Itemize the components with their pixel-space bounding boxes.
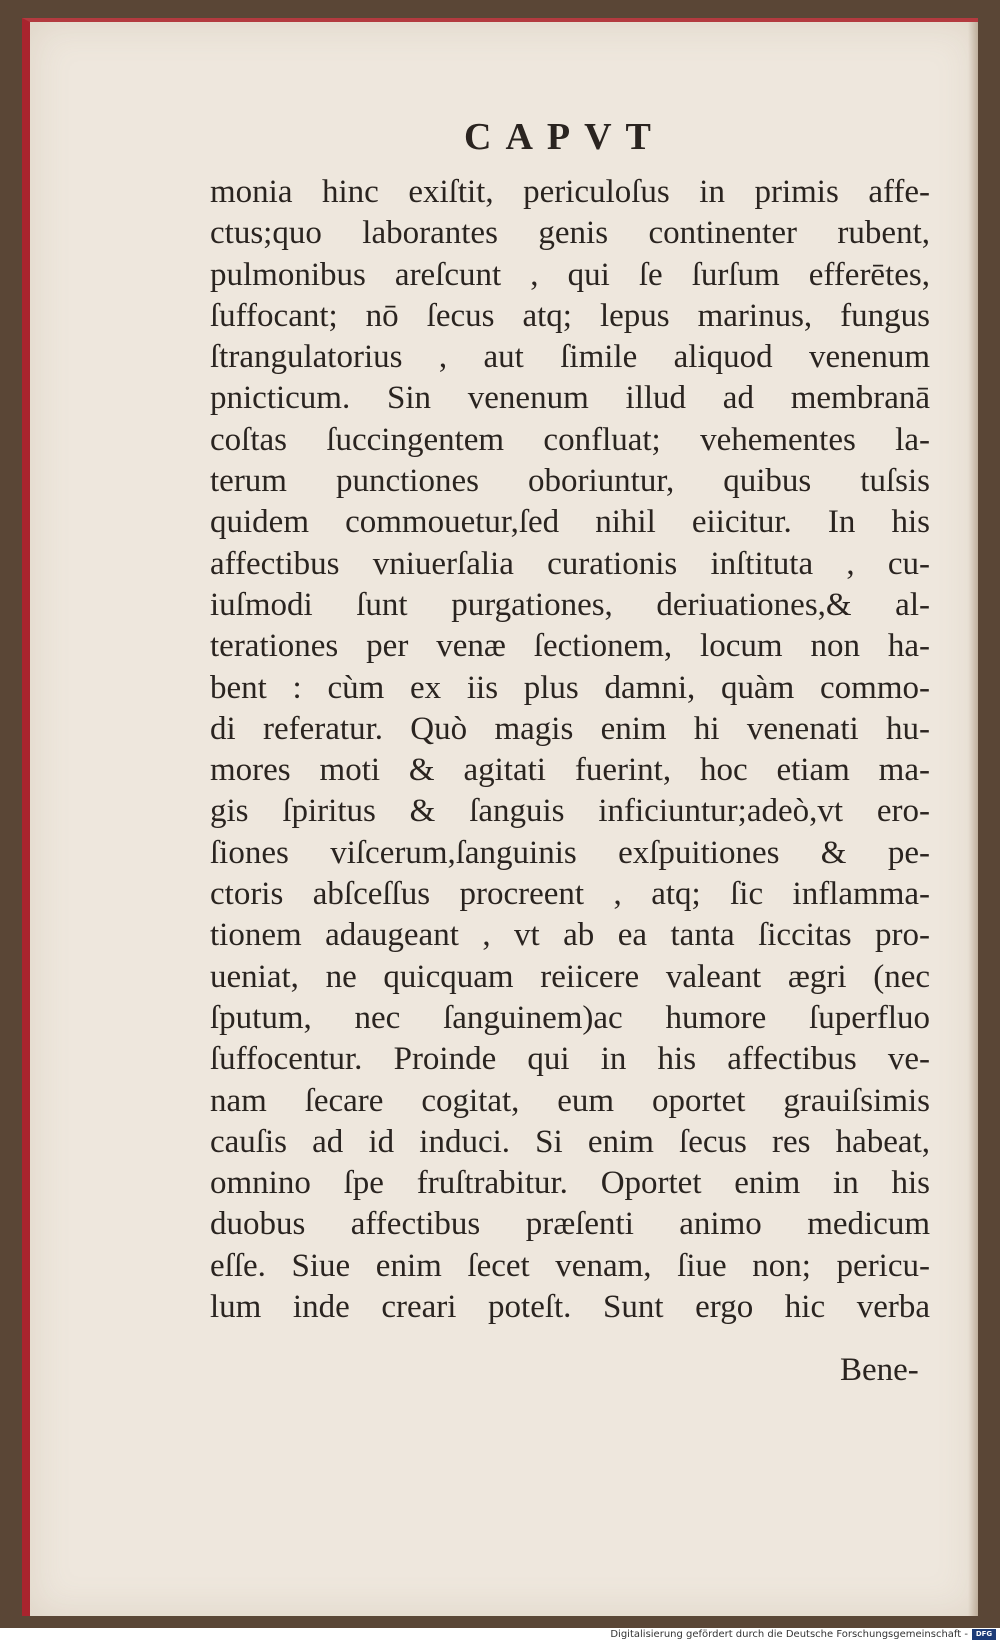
dfg-logo: DFG: [972, 1629, 996, 1640]
text-line: gis ſpiritus & ſanguis inficiuntur;adeò,vt ero-: [210, 793, 930, 830]
text-line: iuſmodi ſunt purgationes, deriuationes,& al-: [210, 586, 930, 623]
book-page: [22, 18, 978, 1616]
text-line: eſſe. Siue enim ſecet venam, ſiue non; pericu-: [210, 1247, 930, 1284]
text-line: cauſis ad id induci. Si enim ſecus res habeat,: [210, 1123, 930, 1160]
text-line: terum punctiones oboriuntur, quibus tuſsis: [210, 463, 930, 500]
text-line: ctus;quo laborantes genis continenter rubent,: [210, 215, 930, 252]
text-line: coſtas ſuccingentem confluat; vehementes la-: [210, 421, 930, 458]
running-head: CAPVT: [464, 116, 665, 158]
text-line: bent : cùm ex iis plus damni, quàm commo-: [210, 669, 930, 706]
catchword: Bene-: [840, 1352, 919, 1388]
text-line: pnicticum. Sin venenum illud ad membranā: [210, 380, 930, 417]
text-line: ſtrangulatorius , aut ſimile aliquod venenum: [210, 339, 930, 376]
text-line: nam ſecare cogitat, eum oportet grauiſsimis: [210, 1082, 930, 1119]
text-line: affectibus vniuerſalia curationis inſtituta , cu-: [210, 545, 930, 582]
text-line: quidem commouetur,ſed nihil eiicitur. In his: [210, 504, 930, 541]
text-line: ueniat, ne quicquam reiicere valeant ægri (nec: [210, 958, 930, 995]
text-line: monia hinc exiſtit, periculoſus in primis affe-: [210, 174, 930, 210]
text-line: ſiones viſcerum,ſanguinis exſpuitiones & pe-: [210, 834, 930, 871]
text-line: ſuffocentur. Proinde qui in his affectibus ve-: [210, 1041, 930, 1078]
text-line: ctoris abſceſſus procreent , atq; ſic inflamma-: [210, 876, 930, 913]
text-block: [210, 172, 930, 1328]
text-line: duobus affectibus præſenti animo medicum: [210, 1206, 930, 1243]
text-line: omnino ſpe fruſtrabitur. Oportet enim in his: [210, 1165, 930, 1202]
footer-bar: [0, 1628, 1000, 1641]
text-line: ſuffocant; nō ſecus atq; lepus marinus, fungus: [210, 297, 930, 334]
text-line: lum inde creari poteſt. Sunt ergo hic verba: [210, 1289, 930, 1326]
funding-credit: Digitalisierung gefördert durch die Deutsche Forschungsgemeinschaft -: [610, 1629, 968, 1640]
text-line: pulmonibus areſcunt , qui ſe ſurſum efferētes,: [210, 256, 930, 293]
text-line: terationes per venæ ſectionem, locum non ha-: [210, 628, 930, 665]
text-line: di referatur. Quò magis enim hi venenati hu-: [210, 710, 930, 747]
text-line: ſputum, nec ſanguinem)ac humore ſuperfluo: [210, 999, 930, 1036]
text-line: tionem adaugeant , vt ab ea tanta ſiccitas pro-: [210, 917, 930, 954]
text-line: mores moti & agitati fuerint, hoc etiam ma-: [210, 752, 930, 789]
